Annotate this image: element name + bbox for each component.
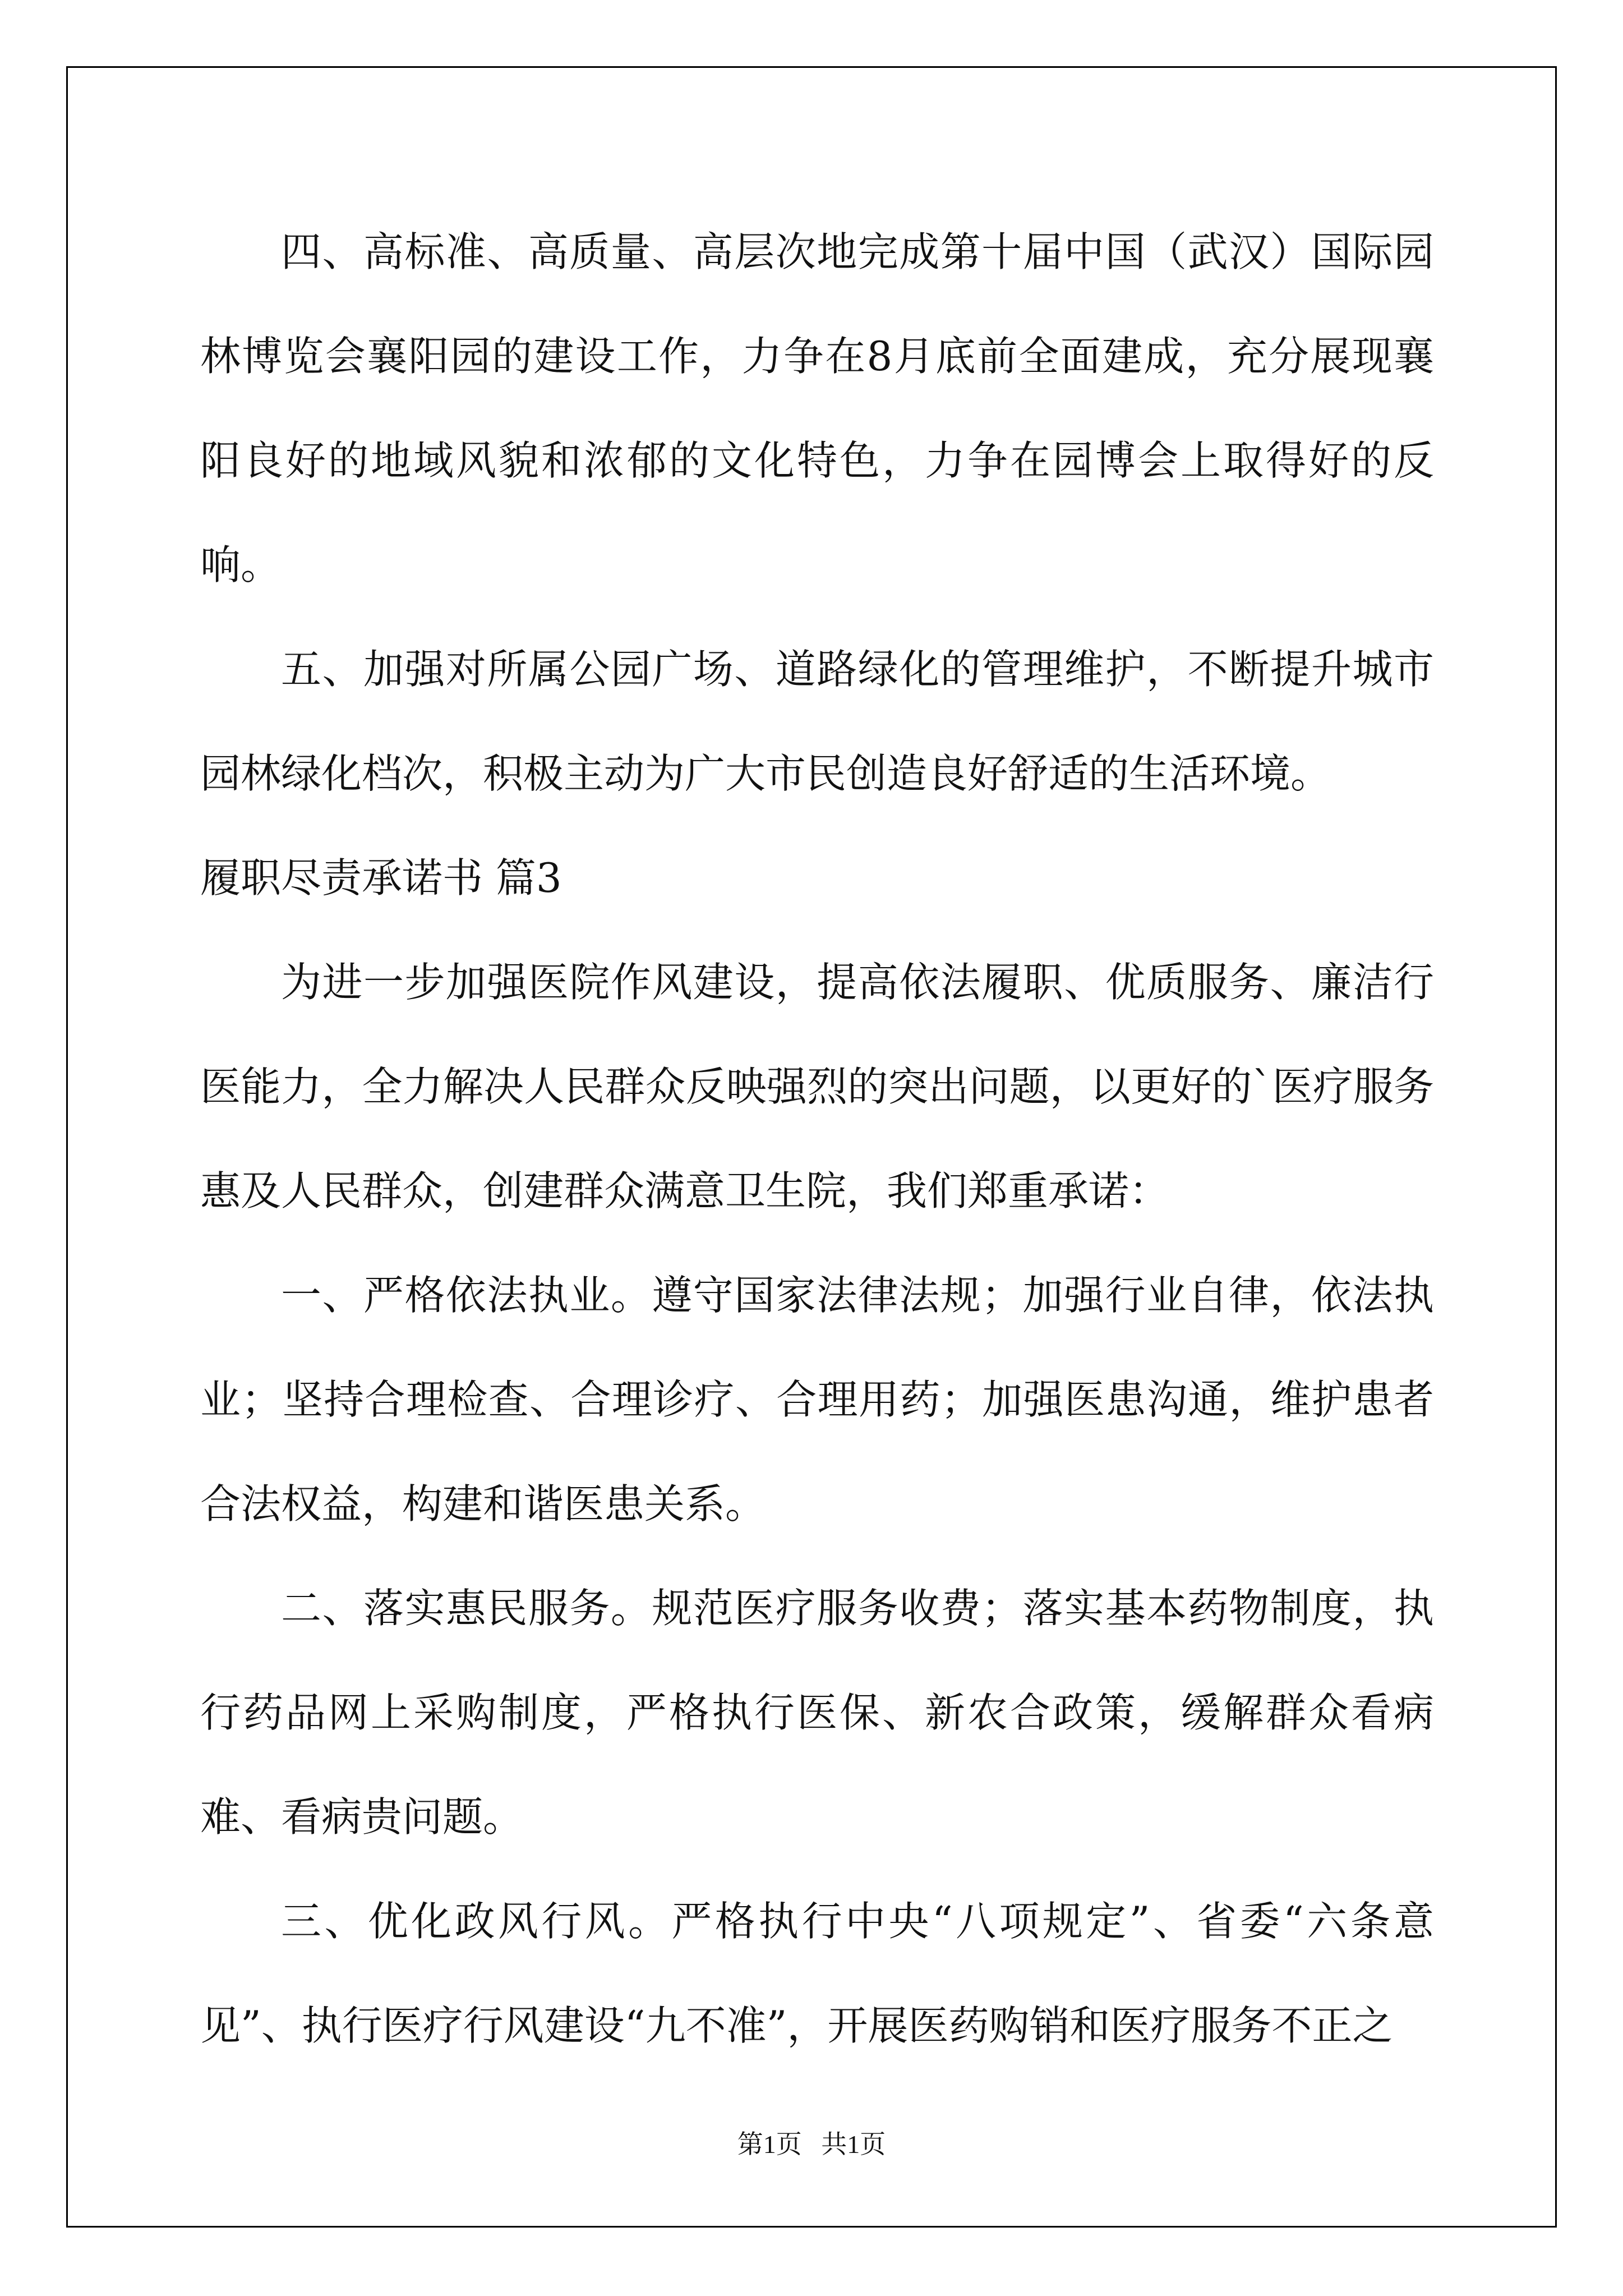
paragraph-5: 五、加强对所属公园广场、道路绿化的管理维护，不断提升城市园林绿化档次，积极主动为广大市民创造良好舒适的生活环境。 — [200, 646, 1434, 797]
paragraph-4: 四、高标准、高质量、高层次地完成第十届中国（武汉）国际园林博览会襄阳园的建设工作，力争在8月底前全面建成，充分展现襄阳良好的地域风貌和浓郁的文化特色，力争在园博会上取得好的反响。 — [200, 228, 1434, 588]
intro-paragraph: 为进一步加强医院作风建设，提高依法履职、优质服务、廉洁行医能力，全力解决人民群众反映强烈的突出问题，以更好的`医疗服务惠及人民群众，创建群众满意卫生院，我们郑重承诺： — [200, 959, 1434, 1214]
commitment-3: 三、优化政风行风。严格执行中央“八项规定”、省委“六条意见”、执行医疗行风建设“九不准”，开展医药购销和医疗服务不正之 — [200, 1898, 1434, 2049]
document-body — [200, 200, 1434, 2078]
page-number-footer: 第1页 共1页 — [737, 2130, 886, 2159]
commitment-2: 二、落实惠民服务。规范医疗服务收费；落实基本药物制度，执行药品网上采购制度，严格执行医保、新农合政策，缓解群众看病难、看病贵问题。 — [200, 1585, 1434, 1841]
section-heading: 履职尽责承诺书 篇3 — [200, 854, 562, 901]
commitment-1: 一、严格依法执业。遵守国家法律法规；加强行业自律，依法执业；坚持合理检查、合理诊疗、合理用药；加强医患沟通，维护患者合法权益，构建和谐医患关系。 — [200, 1272, 1434, 1527]
